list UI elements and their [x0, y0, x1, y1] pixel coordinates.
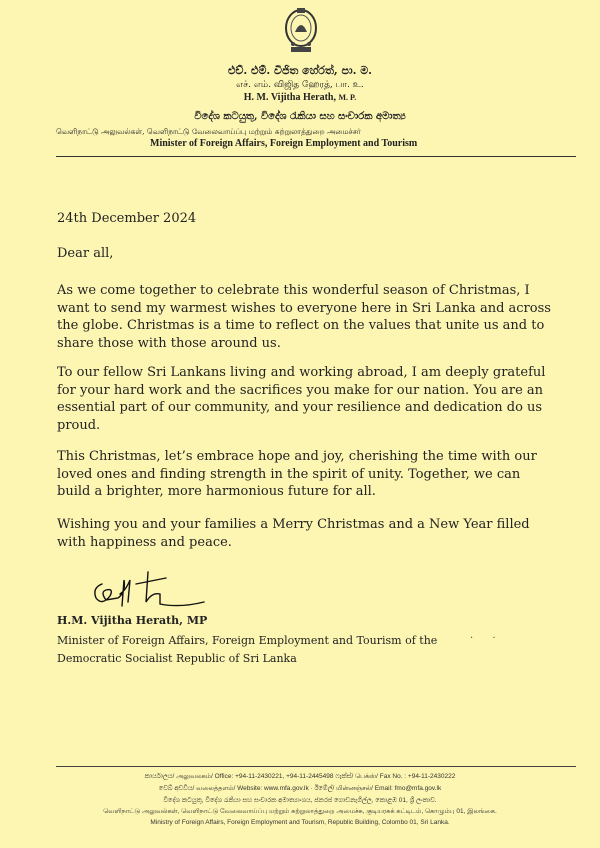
- name-tamil: எச். எம். விஜித ஹேரத், பா. உ.: [236, 80, 364, 90]
- paragraph-text: As we come together to celebrate this wonderful season of Christmas, I want to send my warmest wishes to everyone here in Sri Lanka and across the globe. Christmas is a time to reflect on the values that unite us and to share those with those around us.: [57, 283, 551, 351]
- letter-paragraph-1: [57, 282, 557, 352]
- signer-name: H.M. Vijitha Herath, MP: [57, 614, 208, 627]
- letter-date: 24th December 2024: [57, 211, 197, 226]
- letter-paragraph-3: [57, 448, 557, 501]
- footer-address-english: Ministry of Foreign Affairs, Foreign Employment and Tourism, Republic Building, Colombo 01, Sri Lanka.: [150, 819, 450, 826]
- letter-paragraph-2: [57, 364, 557, 434]
- handwritten-signature: [80, 564, 210, 612]
- scan-speckles: · ·: [470, 633, 504, 644]
- header-divider: [56, 156, 576, 157]
- name-sinhala: එච්. එම්. විජිත හේරත්, පා. ම.: [228, 64, 372, 77]
- signer-role-country: Democratic Socialist Republic of Sri Lanka: [57, 652, 297, 665]
- letter-greeting: Dear all,: [57, 246, 114, 261]
- footer-address-tamil: வெளிநாட்டு அலுவல்கள், வெளிநாட்டு வேலைவாய்ப்பு மற்றும் சுற்றுலாத்துறை அமைச்சு, குடியரசுக் கட்டிடம், கொழும்பு 01, இலங்கை.: [103, 808, 497, 815]
- signer-role: Minister of Foreign Affairs, Foreign Employment and Tourism of the: [57, 634, 438, 647]
- footer-divider: [56, 766, 576, 767]
- name-english: [0, 92, 600, 103]
- name-suffix: M. P.: [338, 93, 357, 102]
- sri-lanka-emblem-icon: [283, 6, 319, 56]
- letter-paragraph-4: [57, 516, 557, 551]
- paragraph-text: To our fellow Sri Lankans living and working abroad, I am deeply grateful for your hard work and the sacrifices you make for our nation. You are an essential part of our community, and your resilience and dedication do us proud.: [57, 365, 546, 433]
- paragraph-text: This Christmas, let’s embrace hope and joy, cherishing the time with our loved ones and finding strength in the spirit of unity. Together, we can build a brighter, more harmonious future for all.: [57, 449, 537, 499]
- title-sinhala: විදේශ කටයුතු, විදේශ රැකියා සහ සංචාරක අමාත්‍ය: [194, 111, 406, 122]
- title-tamil: வெளிநாட்டு அலுவல்கள், வெளிநாட்டு வேலைவாய்ப்பு மற்றும் சுற்றுலாத்துறை அமைச்சர்: [56, 127, 361, 136]
- name-english-main: H. M. Vijitha Herath,: [243, 92, 336, 103]
- title-english: Minister of Foreign Affairs, Foreign Employment and Tourism: [150, 138, 418, 149]
- footer-contact-web: වෙබ් අඩවිය/ வலைத்தளம்/ Website: www.mfa.gov.lk · ඊමේල්/ மின்னஞ்சல்/ Email: fmo@mfa.gov.lk: [158, 785, 442, 792]
- paragraph-text: Wishing you and your families a Merry Christmas and a New Year filled with happiness and peace.: [57, 517, 530, 550]
- footer-contact-phone: කාර්යාලය/ அலுவலகம்/ Office: +94-11-2430221, +94-11-2445498 ෆැක්ස්/ பெக்ஸ்/ Fax No. : +94-11-2430222: [144, 773, 456, 780]
- footer-address-sinhala: විදේශ කටයුතු, විදේශ රැකියා සහ සංචාරක අමාත්‍යාංශය, ජනරජ ගොඩනැගිල්ල, කොළඹ 01, ශ්‍රී ලංකාව.: [163, 797, 437, 804]
